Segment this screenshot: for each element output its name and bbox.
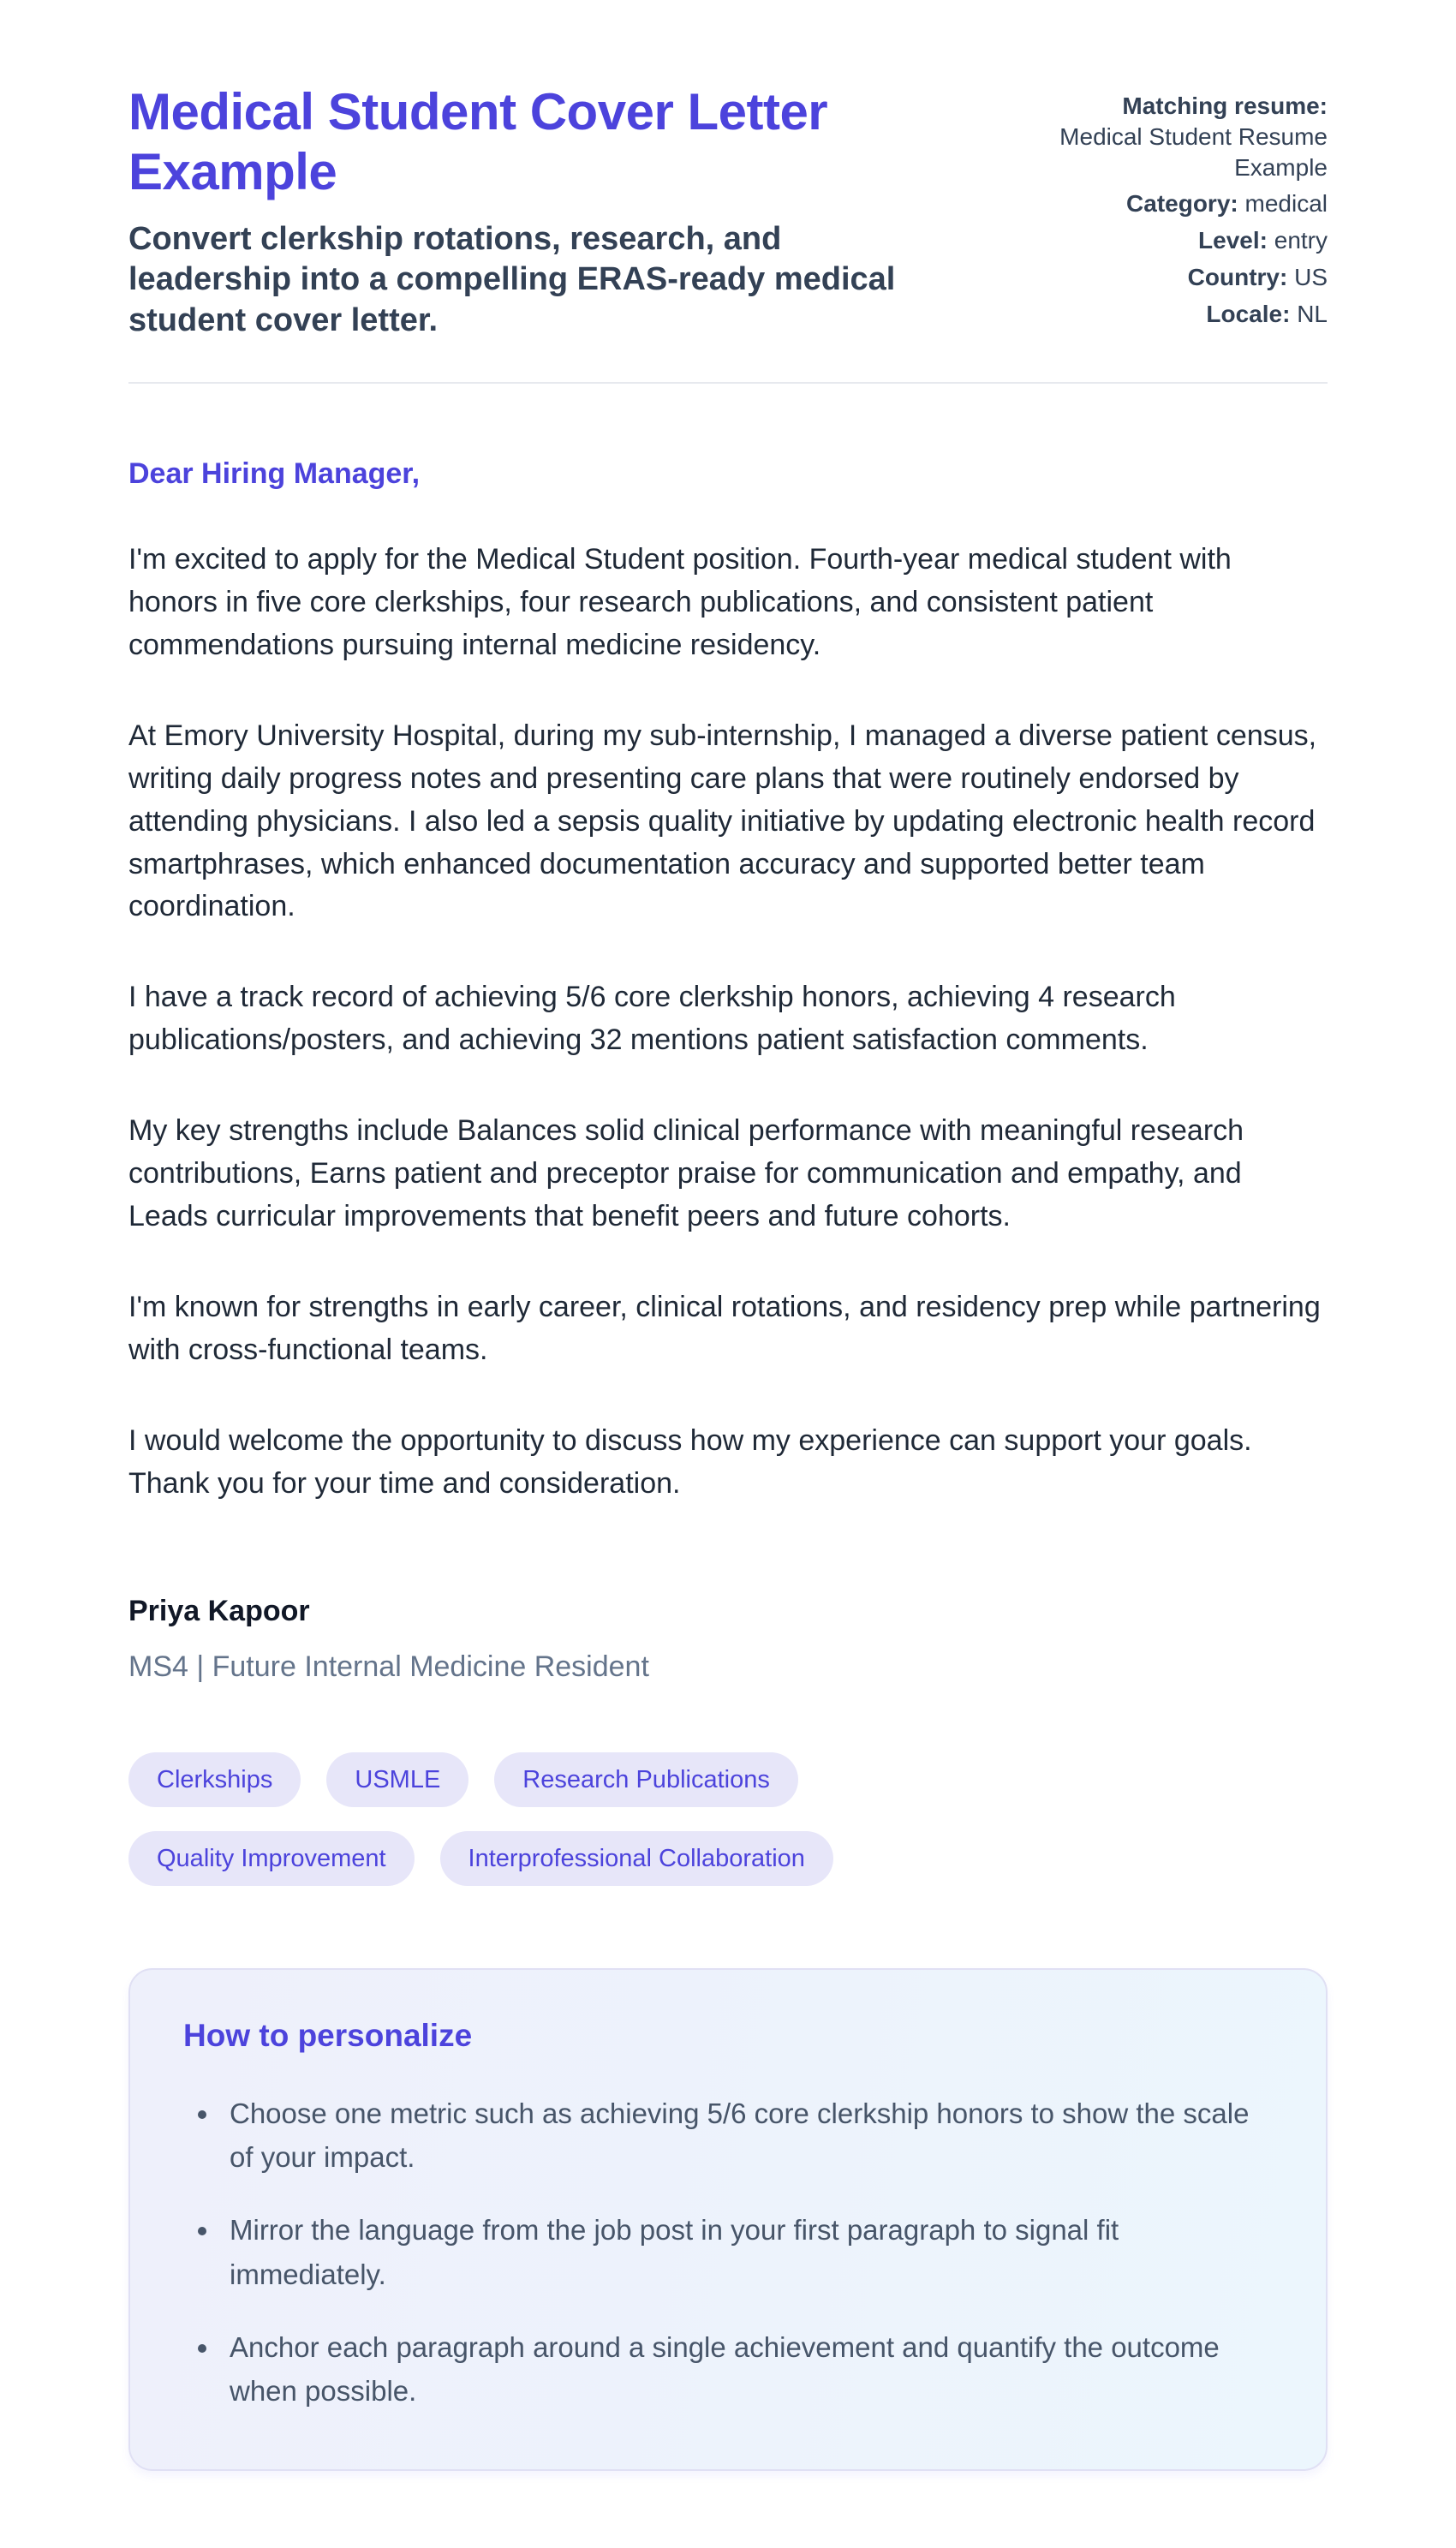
meta-matching-resume-label: Matching resume: [1122,92,1328,119]
letter-paragraph: I'm known for strengths in early career, clinical rotations, and residency prep while partnering with cross-functional teams. [128,1291,1321,1367]
personalize-tip: • Anchor each paragraph around a single achievement and quantify the outcome when possible. [221,2325,1273,2413]
tag-pill: Quality Improvement [128,1831,415,1886]
meta-country [985,262,1328,293]
personalize-tip: • Choose one metric such as achieving 5/6 core clerkship honors to show the scale of your impact. [221,2092,1273,2179]
header-divider [128,382,1328,384]
meta-country-label: Country: [1187,264,1288,291]
personalize-tip-list [183,2092,1273,2413]
letter-paragraph: At Emory University Hospital, during my sub-internship, I managed a diverse patient census, writing daily progress notes and presenting care plans that were routinely endorsed by attending physicians. I also led a sepsis quality initiative by updating electronic health record smartphrases, which enhanced documentation accuracy and supported better team coordination. [128,719,1317,923]
page-title: Medical Student Cover Letter Example [128,83,828,201]
tag-pill: Research Publications [494,1752,798,1807]
personalize-tip: • Mirror the language from the job post in your first paragraph to signal fit immediately. [221,2208,1273,2295]
letter-paragraph: I'm excited to apply for the Medical Student position. Fourth-year medical student with honors in five core clerkships, four research publications, and consistent patient commendations pursuing internal medicine residency. [128,542,1232,661]
bottom-spacer [128,2471,1328,2548]
meta-matching-resume-value: Medical Student Resume Example [1059,122,1328,181]
letter-salutation: Dear Hiring Manager, [128,456,421,490]
signature-title: MS4 | Future Internal Medicine Resident [128,1650,649,1684]
meta-category [985,188,1328,219]
meta-category-label: Category: [1126,190,1238,218]
meta-level-label: Level: [1198,227,1268,254]
meta-country-value: US [1294,264,1328,291]
meta-locale-label: Locale: [1206,300,1291,327]
meta-level [985,225,1328,256]
letter-paragraph: I would welcome the opportunity to discuss how my experience can support your goals. Thank you for your time and consideration. [128,1424,1252,1501]
meta-locale [985,299,1328,330]
letter-body [128,539,1328,1506]
meta-category-value: medical [1244,190,1328,218]
tag-pill: Clerkships [128,1752,301,1807]
signature-name: Priya Kapoor [128,1595,310,1628]
personalize-heading: How to personalize [183,2018,473,2054]
meta-locale-value: NL [1297,300,1328,327]
resume-meta [985,82,1328,336]
tag-list [128,1752,1053,1886]
meta-matching-resume [985,91,1328,182]
letter-paragraph: My key strengths include Balances solid clinical performance with meaningful research contributions, Earns patient and preceptor praise for communication and empathy, and Leads curricular improvements that benefit peers and future cohorts. [128,1114,1244,1233]
tag-pill: Interprofessional Collaboration [440,1831,833,1886]
letter-paragraph: I have a track record of achieving 5/6 core clerkship honors, achieving 4 research publications/posters, and achieving 32 mentions patient satisfaction comments. [128,981,1176,1057]
tag-pill: USMLE [326,1752,468,1807]
meta-level-value: entry [1274,227,1328,254]
header [128,82,1328,341]
page-container [128,0,1328,2548]
header-title-block [128,82,951,341]
page-subtitle: Convert clerkship rotations, research, and leadership into a compelling ERAS-ready medical student cover letter. [128,221,896,338]
personalize-box [128,1968,1328,2471]
